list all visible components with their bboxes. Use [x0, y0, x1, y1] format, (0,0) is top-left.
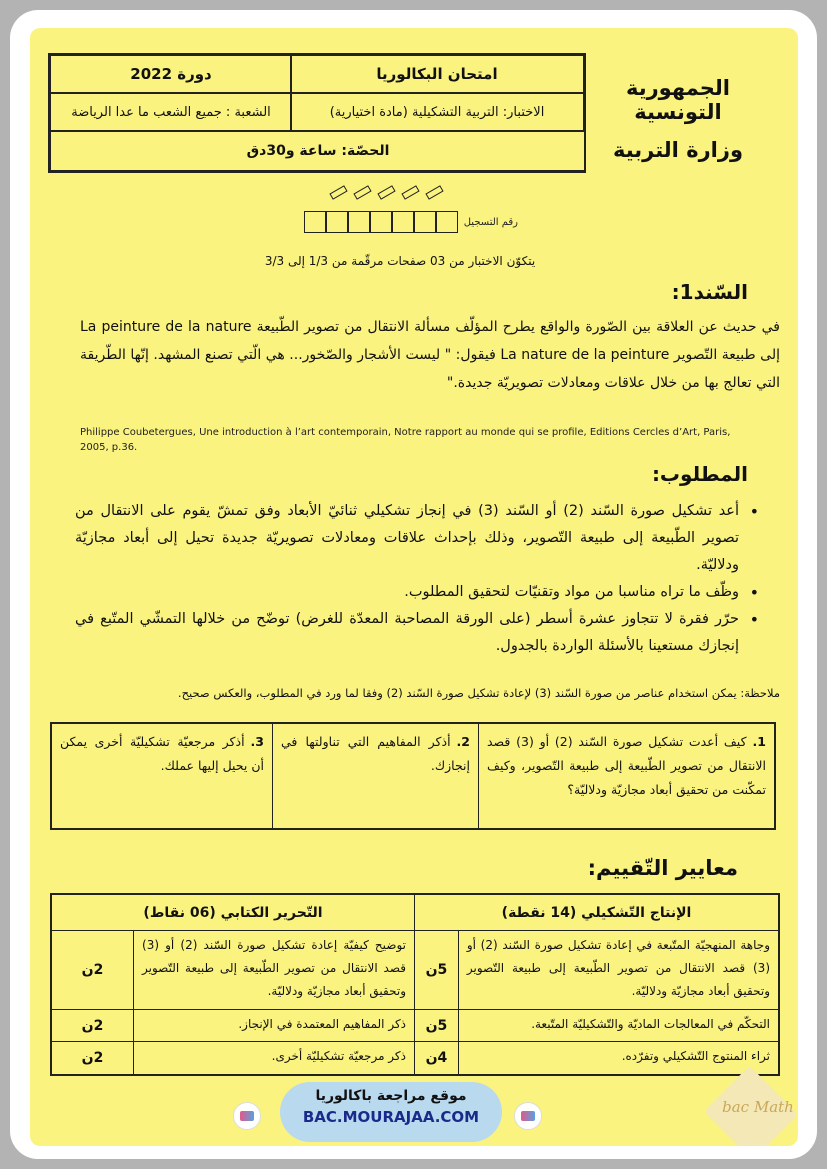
writing-criteria [52, 931, 414, 1074]
question-3 [52, 724, 272, 828]
site-logo-icon [514, 1102, 542, 1130]
question-number: 2. [456, 734, 470, 749]
session: دورة 2022 [50, 55, 292, 93]
site-url[interactable]: BAC.MOURAJAA.COM [302, 1108, 480, 1126]
criterion-text: وجاهة المنهجيّة المتّبعة في إعادة تشكيل صورة السّند (2) أو (3) قصد الانتقال من تصوير الطّبيعة إلى طبيعة التّصوير وتحقيق أبعاد مجازيّة ودلاليّة. [466, 938, 771, 998]
table-row [52, 1042, 414, 1074]
subject: الاختبار: التربية التشكيلية (مادة اختيارية) [290, 93, 584, 131]
criterion-points: 5ن [415, 1010, 459, 1041]
pages-note: يتكوّن الاختبار من 03 صفحات مرقّمة من 1/3 إلى 3/3 [264, 254, 536, 268]
questions-table [50, 722, 776, 830]
document1-reference: Philippe Coubetergues, Une introduction à l’art contemporain, Notre rapport au monde qui se profile, Editions Cercles d’Art, Paris, 2005, p.36. [80, 427, 731, 453]
ministry-heading [588, 76, 768, 162]
writing-header: التّحرير الكتابي (06 نقاط) [143, 904, 323, 921]
question-number: 3. [250, 734, 264, 749]
republic-title: الجمهورية التونسية [625, 76, 731, 124]
criterion-text: ذكر مرجعيّة تشكيليّة أخرى. [271, 1049, 406, 1063]
production-criteria [414, 931, 778, 1074]
exam-paper [30, 28, 798, 1146]
registration-box[interactable] [436, 211, 458, 233]
header-table [48, 53, 586, 173]
pencil-icon [352, 184, 372, 198]
criteria-title: معايير التّقييم: [587, 856, 738, 880]
question-text: أذكر المفاهيم التي تناولتها في إنجازك. [281, 734, 470, 773]
criterion-text: توضيح كيفيّة إعادة تشكيل صورة السّند (2) أو (3) قصد الانتقال من تصوير الطّبيعة إلى طبيعة التّصوير وتحقيق أبعاد مجازيّة ودلاليّة. [142, 938, 407, 998]
table-row [415, 1042, 778, 1074]
site-logo-icon [233, 1102, 261, 1130]
registration-box[interactable] [304, 211, 326, 233]
watermark-text: bac Math [722, 1098, 794, 1116]
registration-label: رقم التسجيل [463, 216, 518, 228]
pencil-icons [328, 184, 448, 202]
criterion-points: 2ن [52, 1042, 134, 1074]
list-item: • أعد تشكيل صورة السّند (2) أو السّند (3) في إنجاز تشكيلي ثنائيّ الأبعاد وفق تمشّ يقوم على الانتقال من تصوير الطّبيعة إلى طبيعة التّصوير، وذلك بإحداث علاقات ومعادلات تصويريّة جديدة تحيل إلى أبعاد مجازيّة ودلاليّة. [75, 498, 765, 579]
registration-box[interactable] [370, 211, 392, 233]
registration-box[interactable] [392, 211, 414, 233]
list-item: • وظّف ما تراه مناسبا من مواد وتقنيّات لتحقيق المطلوب. [75, 579, 765, 606]
required-note: ملاحظة: يمكن استخدام عناصر من صورة السّند (3) لإعادة تشكيل صورة السّند (2) وفقا لما ورد في المطلوب، والعكس صحيح. [177, 686, 780, 700]
question-text: أذكر مرجعيّة تشكيليّة أخرى يمكن أن يحيل إليها عملك. [60, 734, 264, 773]
list-item: • حرّر فقرة لا تتجاوز عشرة أسطر (على الورقة المصاحبة المعدّة للغرض) توضّح من خلالها التمشّي المتّبع في إنجازك مستعينا بالأسئلة الواردة بالجدول. [75, 606, 765, 660]
site-badge[interactable] [280, 1082, 502, 1142]
production-header: الإنتاج التّشكيلي (14 نقطة) [414, 895, 778, 930]
question-text: كيف أعدت تشكيل صورة السّند (2) أو (3) قصد الانتقال من تصوير الطّبيعة إلى طبيعة التّصوير، وكيف تمكّنت من تحقيق أبعاد مجازيّة ودلاليّة؟ [487, 734, 766, 797]
criterion-text: ثراء المنتوج التّشكيلي وتفرّده. [621, 1049, 770, 1063]
branch: الشعبة : جميع الشعب ما عدا الرياضة [50, 93, 292, 131]
table-row [415, 1010, 778, 1042]
table-row [52, 931, 414, 1010]
duration: الحصّة: ساعة و30دق [50, 131, 586, 171]
criterion-points: 4ن [415, 1042, 459, 1074]
required-list [75, 498, 765, 660]
ministry-title: وزارة التربية [612, 138, 744, 162]
criterion-points: 2ن [52, 931, 134, 1009]
pencil-icon [424, 184, 444, 198]
table-row [52, 1010, 414, 1042]
criteria-body [52, 931, 778, 1074]
criteria-table [50, 893, 780, 1076]
document1-text: في حديث عن العلاقة بين الصّورة والواقع يطرح المؤلّف مسألة الانتقال من تصوير الطّبيعة La peinture de la nature إلى طبيعة التّصوير La nature de la peinture فيقول: " ليست الأشجار والصّخور... هي الّتي تصنع المشهد. إنّها الطّريقة التي تعالج بها من خلال علاقات ومعادلات تصويريّة جديدة." [80, 319, 780, 391]
question-number: 1. [752, 734, 766, 749]
table-row [415, 931, 778, 1010]
document1-title: السّند1: [671, 280, 748, 304]
exam-title: امتحان البكالوريا [290, 55, 584, 93]
registration-box[interactable] [326, 211, 348, 233]
pencil-icon [400, 184, 420, 198]
registration-box[interactable] [348, 211, 370, 233]
pencil-icon [328, 184, 348, 198]
site-name: موقع مراجعة باكالوريا [315, 1088, 467, 1104]
question-1 [478, 724, 774, 828]
registration-number [298, 210, 518, 234]
criterion-points: 5ن [415, 931, 459, 1009]
question-2 [272, 724, 478, 828]
required-title: المطلوب: [651, 462, 748, 486]
criterion-text: التحكّم في المعالجات الماديّة والتّشكيليّة المتّبعة. [531, 1017, 770, 1031]
registration-box[interactable] [414, 211, 436, 233]
criteria-header-row [52, 895, 778, 931]
criterion-text: ذكر المفاهيم المعتمدة في الإنجاز. [238, 1017, 406, 1031]
registration-boxes [304, 211, 458, 233]
criterion-points: 2ن [52, 1010, 134, 1041]
pencil-icon [376, 184, 396, 198]
